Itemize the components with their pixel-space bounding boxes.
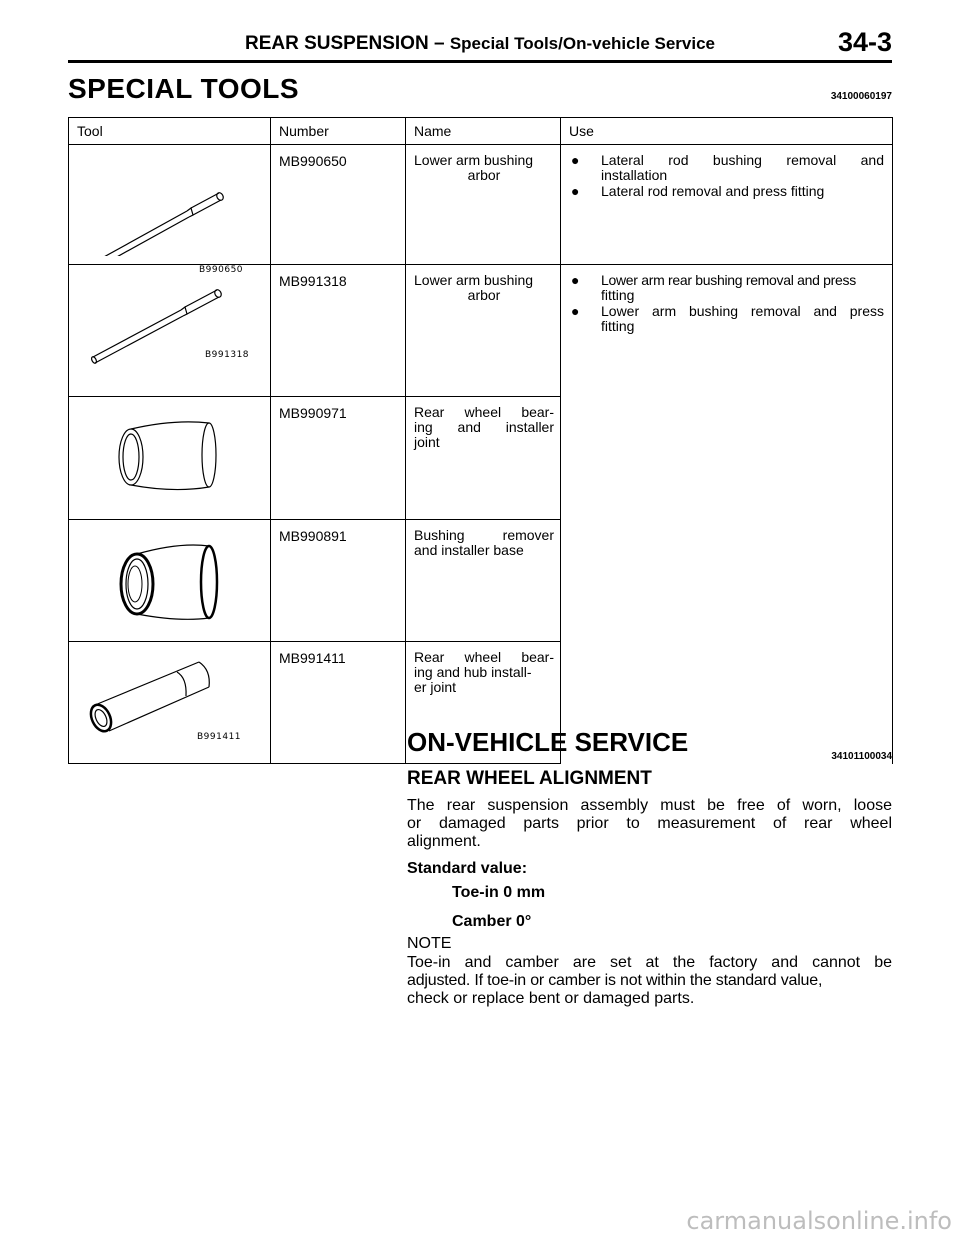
installer-base-image bbox=[69, 520, 270, 633]
tool-name-line: arbor bbox=[467, 287, 501, 303]
tool-image-cell bbox=[69, 265, 271, 397]
note-label: NOTE bbox=[407, 935, 452, 952]
tool-number: MB991318 bbox=[271, 265, 406, 397]
use-item: ● Lateral rod removal and press fitting bbox=[571, 183, 825, 199]
use-item: ● Lateral rod bushing removal and installation bbox=[571, 152, 884, 183]
tool-image-cell bbox=[69, 397, 271, 520]
tool-name-line: Rear wheel bear- bbox=[414, 649, 554, 665]
use-item: ● Lower arm bushing removal and press fitting bbox=[571, 303, 884, 334]
col-header-tool: Tool bbox=[69, 118, 271, 145]
intro-paragraph: The rear suspension assembly must be free of worn, loose or damaged parts prior to measurement of rear wheel alignment. bbox=[407, 797, 892, 850]
camber-value: Camber 0° bbox=[452, 913, 532, 930]
tool-number: MB990891 bbox=[271, 520, 406, 642]
arbor-tool-image bbox=[69, 145, 270, 256]
tool-number: MB990650 bbox=[271, 145, 406, 265]
special-tools-code: 34100060197 bbox=[830, 91, 892, 102]
col-header-name: Name bbox=[406, 118, 561, 145]
page-header-title: REAR SUSPENSION – Special Tools/On-vehicle Service bbox=[244, 33, 715, 54]
on-vehicle-service-title: ON-VEHICLE SERVICE bbox=[407, 727, 689, 757]
tool-name-line: er joint bbox=[414, 679, 457, 695]
col-header-use: Use bbox=[561, 118, 893, 145]
tool-image-code: B990650 bbox=[199, 265, 244, 275]
special-tools-table bbox=[68, 117, 893, 764]
page-number: 34-3 bbox=[837, 27, 892, 57]
tool-name-line: joint bbox=[414, 434, 440, 450]
toe-in-value: Toe-in 0 mm bbox=[452, 884, 546, 901]
tool-name-line: Lower arm bushing bbox=[414, 152, 534, 168]
col-header-number: Number bbox=[271, 118, 406, 145]
tool-name-line: Lower arm bushing bbox=[414, 272, 534, 288]
tool-name-cell bbox=[406, 397, 561, 520]
tool-image-cell bbox=[69, 145, 271, 275]
note-paragraph: Toe-in and camber are set at the factory and cannot be adjusted. If toe-in or camber is not within the standard value, check or replace bent or damaged parts. bbox=[407, 954, 892, 1007]
installer-joint-image bbox=[69, 397, 270, 511]
tool-use-cell bbox=[561, 145, 893, 265]
table-row bbox=[69, 145, 893, 265]
rear-wheel-alignment-title: REAR WHEEL ALIGNMENT bbox=[407, 768, 652, 789]
tool-name-line: ing and installer bbox=[414, 419, 554, 435]
use-item: ● Lower arm rear bushing removal and press fitting bbox=[571, 272, 856, 303]
tool-name-cell bbox=[406, 145, 561, 265]
tool-name-line: Rear wheel bear- bbox=[414, 404, 554, 420]
arbor-tool-image bbox=[69, 265, 270, 388]
header-rule bbox=[68, 60, 892, 63]
watermark: carmanualsonline.info bbox=[686, 1207, 952, 1235]
tool-image-code: B991318 bbox=[205, 350, 250, 360]
on-vehicle-service-code: 34101100034 bbox=[831, 751, 892, 762]
table-row bbox=[69, 265, 893, 397]
special-tools-title: SPECIAL TOOLS bbox=[68, 73, 300, 104]
tool-name-cell bbox=[406, 265, 561, 397]
tool-image-cell bbox=[69, 642, 271, 764]
standard-value-label: Standard value: bbox=[407, 860, 528, 877]
tool-use-cell bbox=[561, 265, 893, 764]
tool-image-code: B991411 bbox=[197, 732, 242, 742]
tool-number: MB990971 bbox=[271, 397, 406, 520]
tool-image-cell bbox=[69, 520, 271, 642]
tool-name-line: Bushing remover bbox=[414, 527, 554, 543]
tool-name-cell bbox=[406, 520, 561, 642]
tool-name-line: arbor bbox=[467, 167, 501, 183]
table-header-row bbox=[69, 118, 893, 145]
tool-name-line: ing and hub install- bbox=[414, 664, 532, 680]
tool-number: MB991411 bbox=[271, 642, 406, 764]
tool-name-line: and installer base bbox=[414, 542, 524, 558]
